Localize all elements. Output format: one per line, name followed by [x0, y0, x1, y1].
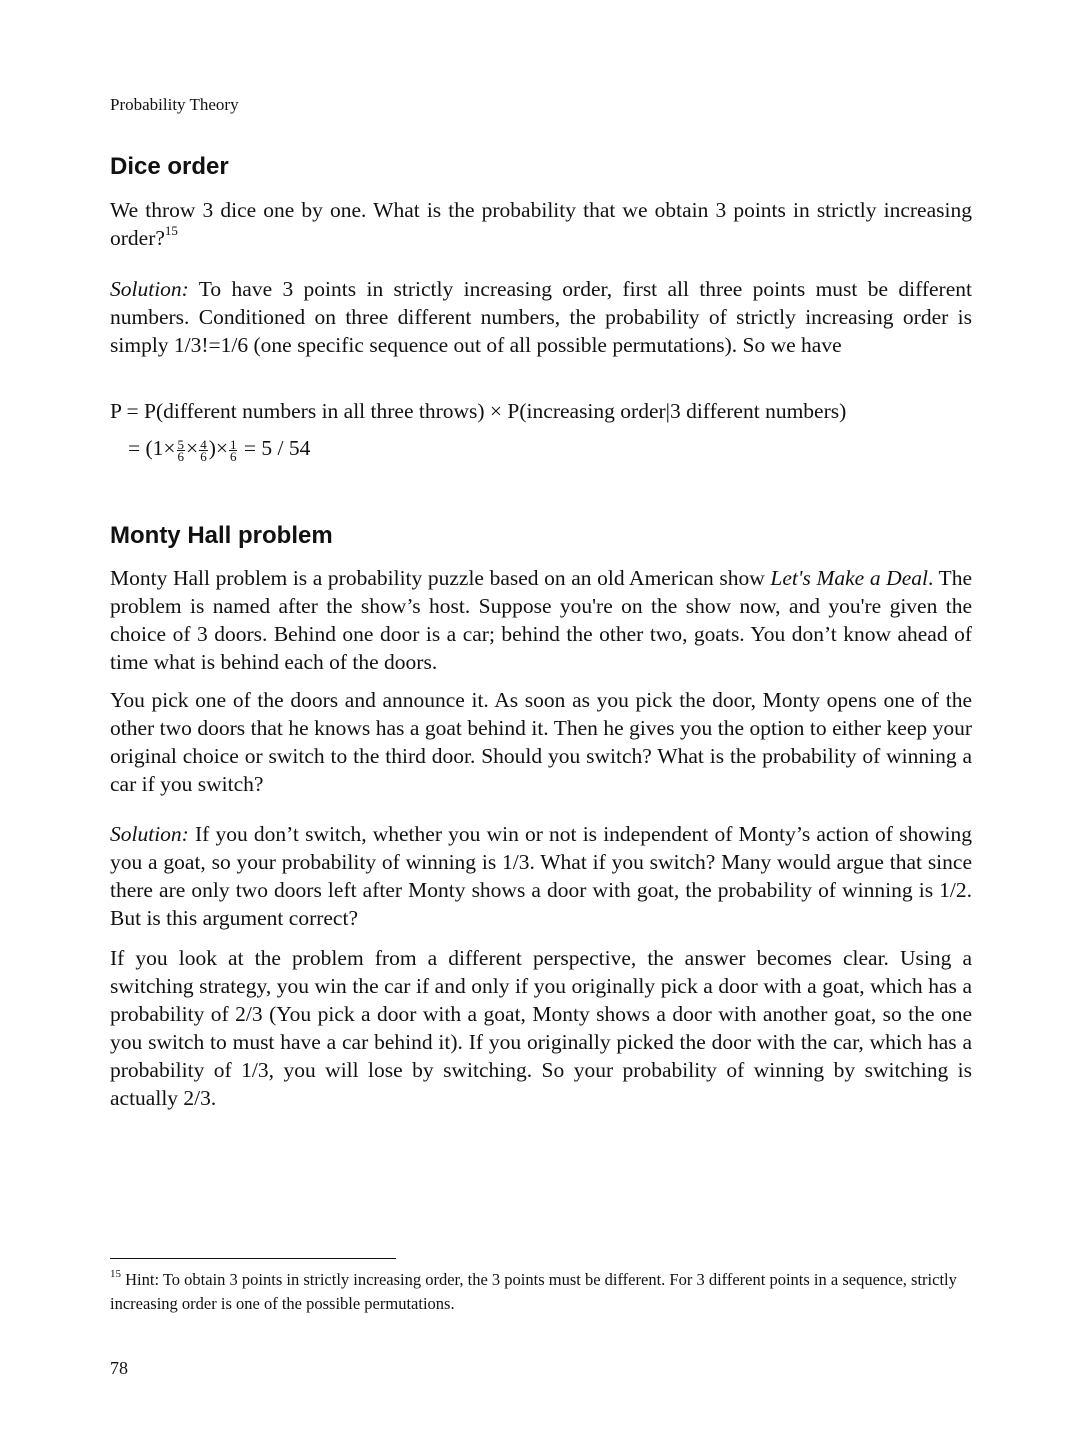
page-number: 78: [110, 1358, 128, 1378]
solution-label: Solution:: [110, 822, 189, 846]
equation-line-2: [128, 434, 310, 462]
denominator: 6: [229, 448, 237, 464]
footnote-ref: 15: [164, 222, 178, 238]
footnote-number: 15: [110, 1267, 121, 1280]
dice-solution: [110, 275, 972, 359]
monty-solution-text: If you don’t switch, whether you win or not is independent of Monty’s action of showing you a goat, so your probability of winning is 1/3. What if you switch? Many would argue that since there are only two doors left after Monty shows a door with goat, the probability of winning is 1/2. But is this argument correct?: [110, 822, 972, 930]
dice-question: [110, 196, 972, 252]
dice-question-text: We throw 3 dice one by one. What is the probability that we obtain 3 points in strictly increasing order?: [110, 198, 972, 250]
monty-solution: [110, 820, 972, 932]
fraction-5-6: [177, 436, 186, 464]
footnote: [110, 1268, 972, 1316]
close-paren-times: )×: [208, 436, 228, 460]
section-heading-dice-order: Dice order: [110, 153, 229, 180]
monty-p1-text-a: Monty Hall problem is a probability puzzle based on an old American show: [110, 566, 771, 590]
solution-label: Solution:: [110, 277, 189, 301]
monty-paragraph-4: If you look at the problem from a different perspective, the answer becomes clear. Using a switching strategy, you win the car if and only if you originally pick a door with a goat, which has a probability of 2/3 (You pick a door with a goat, Monty shows a door with another goat, so the one you switch to must have a car behind it). If you originally picked the door with the car, which has a probability of 1/3, you will lose by switching. So your probability of winning by switching is actually 2/3.: [110, 946, 972, 1110]
monty-paragraph-1: [110, 564, 972, 676]
equation-line-1: P = P(different numbers in all three throws) × P(increasing order|3 different numbers): [110, 399, 847, 423]
numerator: 1: [229, 436, 237, 452]
eq-result: = 5 / 54: [238, 436, 311, 460]
footnote-divider: [110, 1258, 396, 1259]
eq-start: = (1×: [128, 436, 176, 460]
running-head: Probability Theory: [110, 95, 239, 114]
monty-p1-text-b: . The problem is named after the show’s host. Suppose you're on the show now, and you're given the choice of 3 doors. Behind one door is a car; behind the other two, goats. You don’t know ahead of time what is behind each of the doors.: [110, 566, 972, 674]
denominator: 6: [177, 448, 185, 464]
times-sign: ×: [186, 436, 199, 460]
fraction-4-6: [199, 436, 208, 464]
show-title: Let's Make a Deal: [770, 566, 928, 590]
numerator: 5: [177, 436, 185, 452]
fraction-1-6: [229, 436, 238, 464]
numerator: 4: [200, 436, 207, 452]
denominator: 6: [200, 448, 207, 464]
dice-solution-text: To have 3 points in strictly increasing order, first all three points must be different numbers. Conditioned on three different numbers, the probability of strictly increasing order is simply 1/3!=1/6 (one specific sequence out of all possible permutations). So we have: [110, 277, 972, 357]
section-heading-monty-hall: Monty Hall problem: [110, 522, 333, 549]
footnote-text: Hint: To obtain 3 points in strictly increasing order, the 3 points must be different. For 3 different points in a sequence, strictly increasing order is one of the possible permutations.: [110, 1270, 957, 1313]
monty-paragraph-2: You pick one of the doors and announce it. As soon as you pick the door, Monty opens one of the other two doors that he knows has a goat behind it. Then he gives you the option to either keep your original choice or switch to the third door. Should you switch? What is the probability of winning a car if you switch?: [110, 688, 972, 796]
